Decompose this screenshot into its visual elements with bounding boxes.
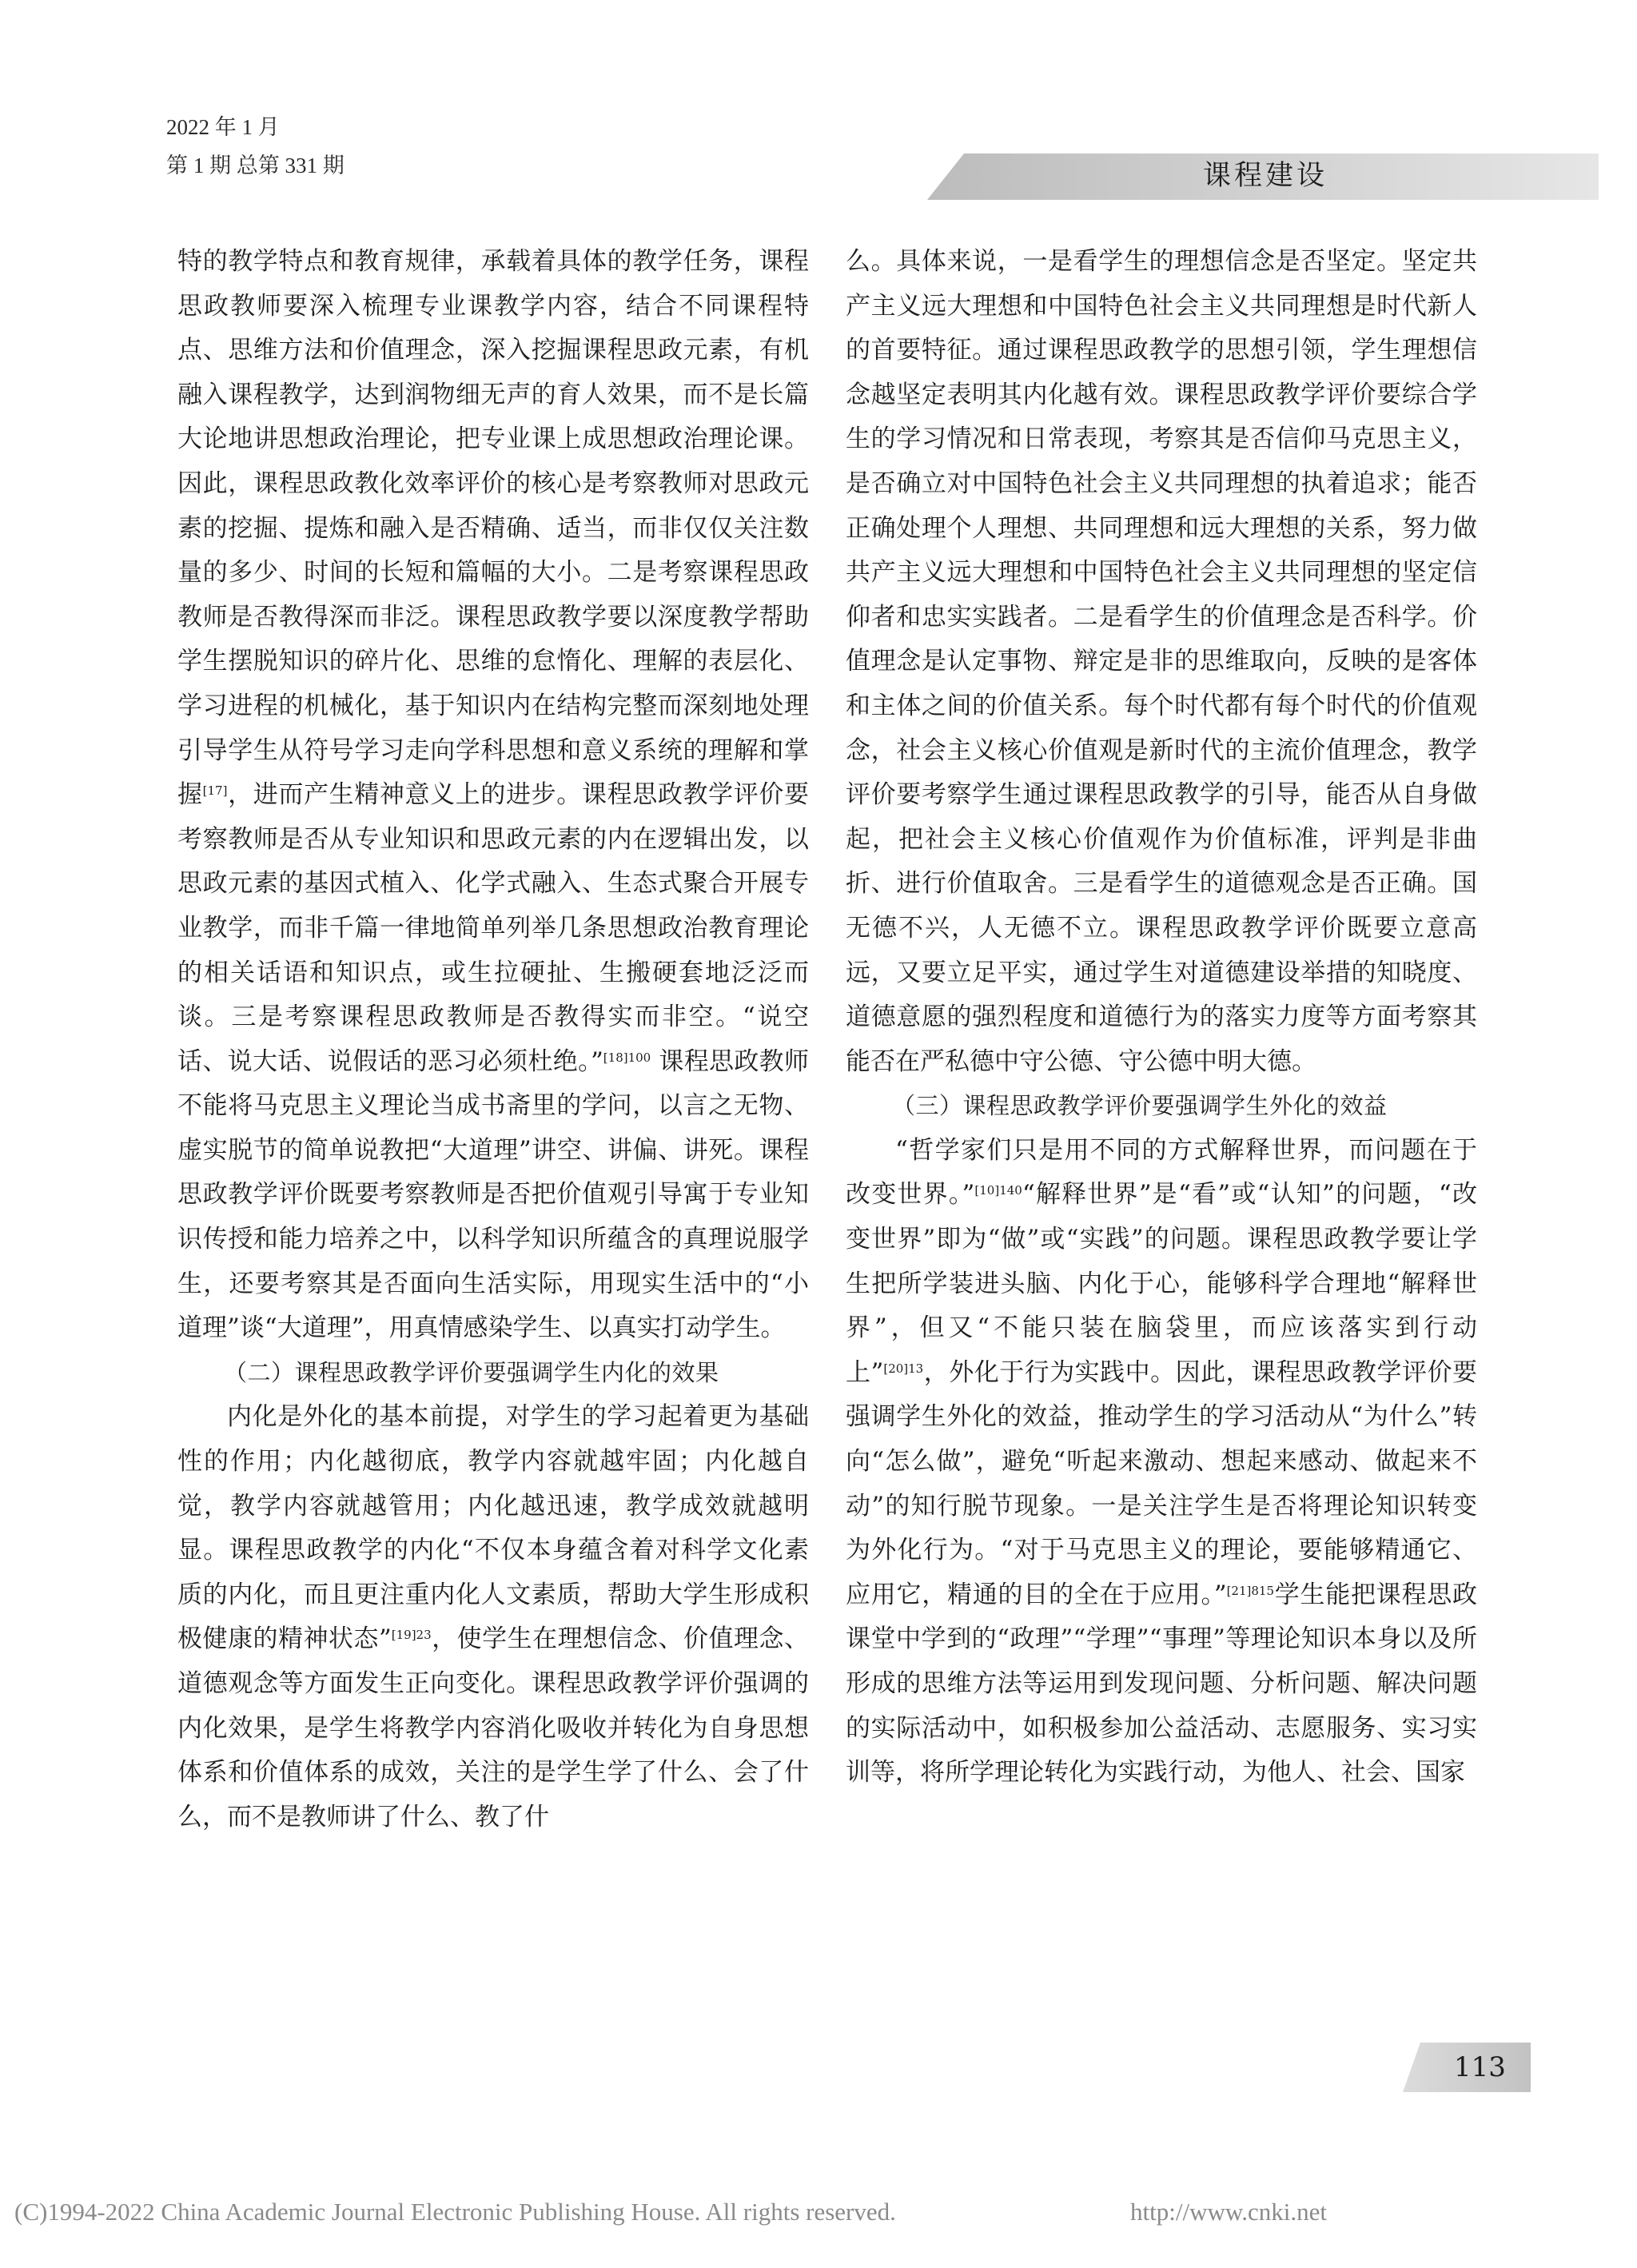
section-banner (927, 153, 1599, 200)
page-number-text: 113 (1454, 2051, 1506, 2083)
section-title: 课程建设 (1203, 160, 1328, 192)
paragraph: 内化是外化的基本前提，对学生的学习起着更为基础性的作用；内化越彻底，教学内容就越牢固；内化越自觉，教学内容就越管用；内化越迅速，教学成效就越明显。课程思政教学的内化“不仅本身蕴含着对科学文化素质的内化，而且更注重内化人文素质，帮助大学生形成积极健康的精神状态”$^{[19]23}$，使学生在理想信念、价值理念、道德观念等方面发生正向变化。课程思政教学评价强调的内化效果，是学生将教学内容消化吸收并转化为自身思想体系和价值体系的成效，关注的是学生学了什么、会了什么，而不是教师讲了什么、教了什 (177, 1402, 809, 1832)
citation: [20]13 (883, 1361, 924, 1376)
paragraph: 特的教学特点和教育规律，承载着具体的教学任务，课程思政教师要深入梳理专业课教学内容，结合不同课程特点、思维方法和价值理念，深入挖掘课程思政元素，有机融入课程教学，达到润物细无声的育人效果，而不是长篇大论地讲思想政治理论，把专业课上成思想政治理论课。因此，课程思政教化效率评价的核心是考察教师对思政元素的挖掘、提炼和融入是否精确、适当，而非仅仅关注数量的多少、时间的长短和篇幅的大小。二是考察课程思政教师是否教得深而非泛。课程思政教学要以深度教学帮助学生摆脱知识的碎片化、思维的怠惰化、理解的表层化、学习进程的机械化，基于知识内在结构完整而深刻地处理引导学生从符号学习走向学科思想和意义系统的理解和掌握[17]，进而产生精神意义上的进步。课程思政教学评价要考察教师是否从专业知识和思政元素的内在逻辑出发，以思政元素的基因式植入、化学式融入、生态式聚合开展专业教学，而非千篇一律地简单列举几条思想政治教育理论的相关话语和知识点，或生拉硬扯、生搬硬套地泛泛而谈。三是考察课程思政教师是否教得实而非空。“说空话、说大话、说假话的恶习必须杜绝。”$^{[18]100}$ 课程思政教师不能将马克思主义理论当成书斋里的学问，以言之无物、虚实脱节的简单说教把“大道理”讲空、讲偏、讲死。课程思政教学评价既要考察教师是否把价值观引导寓于专业知识传授和能力培养之中，以科学知识所蕴含的真理说服学生，还要考察其是否面向生活实际，用现实生活中的“小道理”谈“大道理”，用真情感染学生、以真实打动学生。 (177, 247, 810, 1343)
right-column (846, 240, 1477, 1796)
cnki-url: http://www.cnki.net (1130, 2198, 1327, 2226)
page-number (1403, 2043, 1531, 2092)
issue-number: 第 1 期 总第 331 期 (166, 153, 345, 177)
citation: [10]140 (974, 1183, 1022, 1198)
citation: [18]100 (603, 1050, 651, 1065)
paragraph: “哲学家们只是用不同的方式解释世界，而问题在于改变世界。”$^{[10]140}$“解释世界”是“看”或“认知”的问题，“改变世界”即为“做”或“实践”的问题。课程思政教学要让学生把所学装进头脑、内化于心，能够科学合理地“解释世界”，但又“不能只装在脑袋里，而应该落实到行动上”$^{[20]13}$，外化于行为实践中。因此，课程思政教学评价要强调学生外化的效益，推动学生的学习活动从“为什么”转向“怎么做”，避免“听起来激动、想起来感动、做起来不动”的知行脱节现象。一是关注学生是否将理论知识转变为外化行为。“对于马克思主义的理论，要能够精通它、应用它，精通的目的全在于应用。”$^{[21]815}$学生能把课程思政课堂中学到的“政理”“学理”“事理”等理论知识本身以及所形成的思维方法等运用到发现问题、分析问题、解决问题的实际活动中，如积极参加公益活动、志愿服务、实习实训等，将所学理论转化为实践行动，为他人、社会、国家 (846, 1135, 1477, 1788)
citation: [17] (202, 783, 228, 799)
section-heading: （二）课程思政教学评价要强调学生内化的效果 (224, 1358, 719, 1386)
copyright-notice: (C)1994-2022 China Academic Journal Electronic Publishing House. All rights reserved. (14, 2198, 896, 2226)
issue-date: 2022 年 1 月 (166, 115, 280, 139)
section-heading: （三）课程思政教学评价要强调学生外化的效益 (892, 1092, 1388, 1120)
left-column (177, 240, 809, 1840)
citation: [21]815 (1226, 1583, 1274, 1598)
issue-info (166, 108, 345, 185)
paragraph: 么。具体来说，一是看学生的理想信念是否坚定。坚定共产主义远大理想和中国特色社会主义共同理想是时代新人的首要特征。通过课程思政教学的思想引领，学生理想信念越坚定表明其内化越有效。课程思政教学评价要综合学生的学习情况和日常表现，考察其是否信仰马克思主义，是否确立对中国特色社会主义共同理想的执着追求；能否正确处理个人理想、共同理想和远大理想的关系，努力做共产主义远大理想和中国特色社会主义共同理想的坚定信仰者和忠实实践者。二是看学生的价值理念是否科学。价值理念是认定事物、辩定是非的思维取向，反映的是客体和主体之间的价值关系。每个时代都有每个时代的价值观念，社会主义核心价值观是新时代的主流价值理念，教学评价要考察学生通过课程思政教学的引导，能否从自身做起，把社会主义核心价值观作为价值标准，评判是非曲折、进行价值取舍。三是看学生的道德观念是否正确。国无德不兴，人无德不立。课程思政教学评价既要立意高远，又要立足平实，通过学生对道德建设举措的知晓度、道德意愿的强烈程度和道德行为的落实力度等方面考察其能否在严私德中守公德、守公德中明大德。 (846, 247, 1477, 1076)
citation: [19]23 (391, 1628, 432, 1643)
